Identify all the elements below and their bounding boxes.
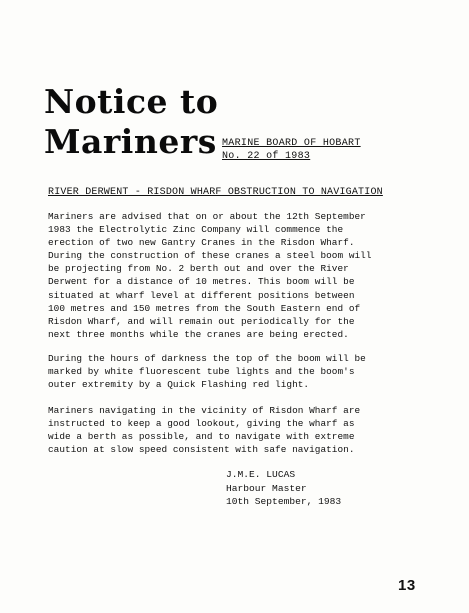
page-number: 13 (398, 577, 416, 594)
paragraph-line: Mariners are advised that on or about the 12th September (48, 211, 366, 222)
paragraph-line: 1983 the Electrolytic Zinc Company will commence the (48, 224, 344, 236)
paragraph-line: During the construction of these cranes a steel boom will (48, 250, 372, 262)
paragraph-line: next three months while the cranes are being erected. (48, 328, 349, 340)
masthead-line-1: Notice to (44, 82, 219, 121)
paragraph-line: During the hours of darkness the top of the boom will be (48, 353, 366, 364)
board-reference (222, 137, 361, 163)
paragraph-advisory (48, 210, 424, 341)
signatory-title: Harbour Master (226, 482, 307, 494)
notice-number: No. 22 of 1983 (222, 151, 311, 162)
paragraph-line: 100 metres and 150 metres from the South Eastern end of (48, 302, 361, 314)
paragraph-line: situated at wharf level at different positions between (48, 289, 355, 301)
signatory-name: J.M.E. LUCAS (226, 469, 296, 480)
paragraph-lighting (48, 352, 424, 391)
signature-date: 10th September, 1983 (226, 496, 342, 507)
paragraph-instructions (48, 404, 424, 456)
paragraph-line: Derwent for a distance of 10 metres. This boom will be (48, 276, 355, 288)
paragraph-line: caution at slow speed consistent with safe navigation. (48, 444, 355, 456)
paragraph-line: Mariners navigating in the vicinity of Risdon Wharf are (48, 405, 361, 416)
paragraph-line: wide a berth as possible, and to navigate with extreme (48, 431, 355, 443)
paragraph-line: marked by white fluorescent tube lights and the boom's (48, 366, 355, 378)
paragraph-line: instructed to keep a good lookout, giving the wharf as (48, 418, 355, 430)
masthead-line-2: Mariners (44, 122, 217, 161)
paragraph-line: Risdon Wharf, and will remain out periodically for the (48, 315, 355, 327)
signature-block (226, 468, 341, 509)
paragraph-line: erection of two new Gantry Cranes in the Risdon Wharf. (48, 237, 355, 249)
notice-heading: RIVER DERWENT - RISDON WHARF OBSTRUCTION TO NAVIGATION (48, 187, 383, 198)
paragraph-line: be projecting from No. 2 berth out and over the River (48, 263, 349, 275)
masthead-title (44, 82, 218, 162)
board-name: MARINE BOARD OF HOBART (222, 138, 361, 149)
paragraph-line: outer extremity by a Quick Flashing red light. (48, 379, 310, 391)
